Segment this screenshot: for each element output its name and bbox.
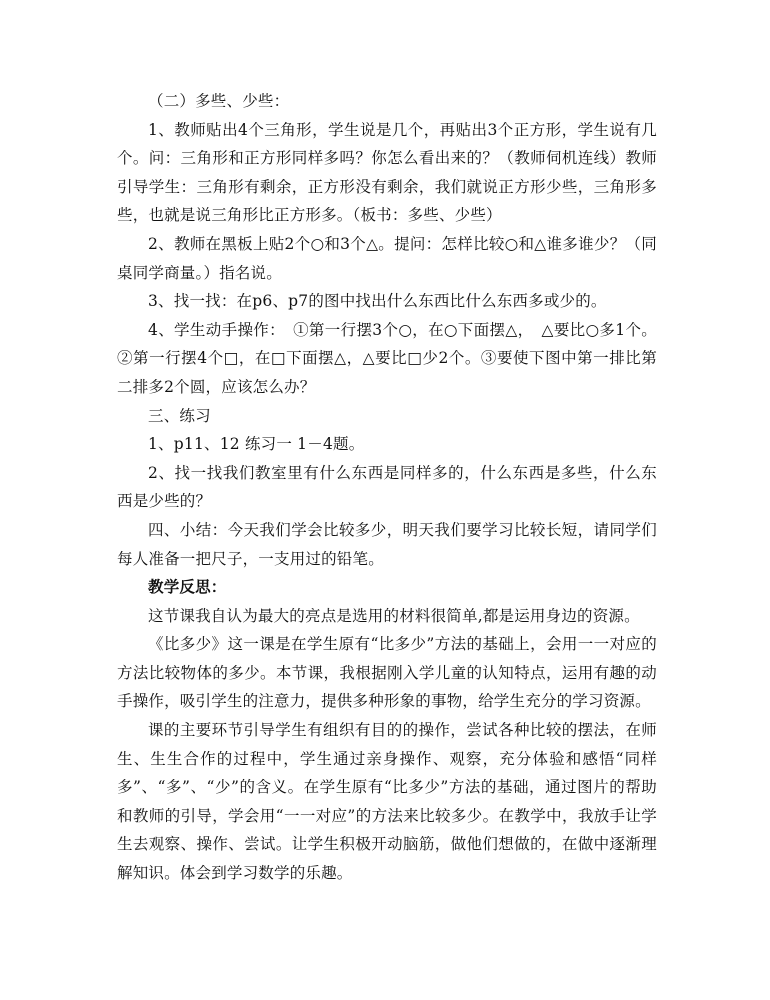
paragraph-hands-on: 4、学生动手操作： ①第一行摆3个○，在○下面摆△， △要比○多1个。②第一行摆4个□，在□下面摆△，△要比□少2个。③要使下图中第一排比第二排多2个圆，应该怎么办？	[117, 320, 657, 396]
paragraph-circles-triangles: 2、教师在黑板上贴2个○和3个△。提问：怎样比较○和△谁多谁少？（同桌同学商量。）指名说。	[117, 234, 657, 282]
paragraph-find-in-pictures: 3、找一找：在p6、p7的图中找出什么东西比什么东西多或少的。	[148, 292, 607, 311]
paragraph-reflection-3: 课的主要环节引导学生有组织有目的的操作，尝试各种比较的摆法，在师生、生生合作的过程中，学生通过亲身操作、观察，充分体验和感悟“同样多”、“多”、“少”的含义。在学生原有“比多少”方法的基础，通过图片的帮助和教师的引导，学会用“一一对应”的方法来比较多少。在教学中，我放手让学生去观察、操作、尝试。让学生积极开动脑筋，做他们想做的，在做中逐渐理解知识。体会到学习数学的乐趣。	[117, 721, 657, 883]
paragraph-exercise-2: 2、找一找我们教室里有什么东西是同样多的，什么东西是多些，什么东西是少些的？	[117, 463, 657, 511]
section-heading-more-less: （二）多些、少些：	[148, 92, 290, 110]
section-heading-reflection: 教学反思：	[148, 577, 227, 597]
paragraph-triangles-squares: 1、教师贴出4个三角形，学生说是几个，再贴出3个正方形，学生说有几个。问：三角形和正方形同样多吗？你怎么看出来的？（教师伺机连线）教师引导学生：三角形有剩余，正方形没有剩余，我们就说正方形少些，三角形多些，也就是说三角形比正方形多。（板书：多些、少些）	[117, 120, 657, 225]
paragraph-reflection-2: 《比多少》这一课是在学生原有“比多少”方法的基础上，会用一一对应的方法比较物体的多少。本节课，我根据刚入学儿童的认知特点，运用有趣的动手操作，吸引学生的注意力，提供多种形象的事物，给学生充分的学习资源。	[117, 635, 657, 711]
paragraph-reflection-1: 这节课我自认为最大的亮点是选用的材料很简单,都是运用身边的资源。	[148, 606, 640, 625]
paragraph-summary: 四、小结：今天我们学会比较多少，明天我们要学习比较长短，请同学们每人准备一把尺子，一支用过的铅笔。	[117, 520, 657, 568]
document-body	[117, 87, 657, 888]
paragraph-exercise-1: 1、p11、12 练习一 1－4题。	[148, 435, 365, 454]
section-heading-practice: 三、练习	[148, 406, 211, 425]
